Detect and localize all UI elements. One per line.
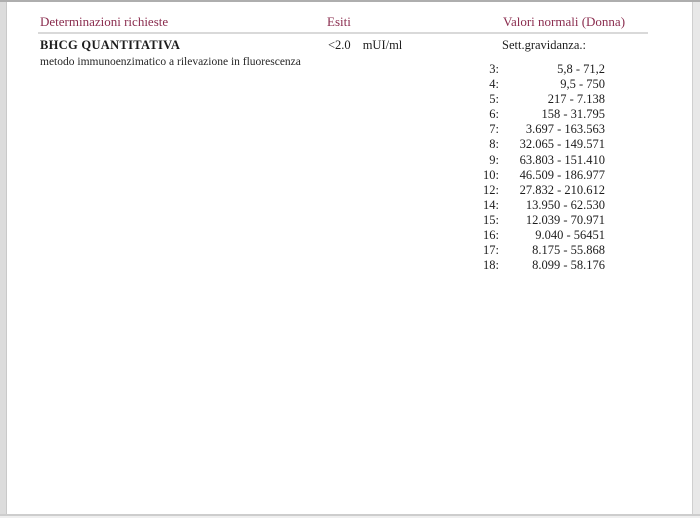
week-number: 3: xyxy=(489,62,499,76)
week-row xyxy=(440,92,610,107)
week-range: 217 - 7.138 xyxy=(547,92,605,107)
week-row xyxy=(440,77,610,92)
header-underline xyxy=(38,32,648,34)
week-range: 158 - 31.795 xyxy=(541,107,605,122)
week-row xyxy=(440,62,610,77)
column-header-normal-values: Valori normali (Donna) xyxy=(503,14,626,29)
week-number: 12: xyxy=(483,182,499,197)
week-range: 12.039 - 70.971 xyxy=(525,212,605,227)
test-result-unit: mUI/ml xyxy=(362,38,403,52)
test-result xyxy=(328,38,402,53)
week-number: 6: xyxy=(489,107,499,122)
week-range: 3.697 - 163.563 xyxy=(525,122,605,137)
week-number: 8: xyxy=(489,137,499,152)
week-row xyxy=(440,107,610,122)
week-number: 17: xyxy=(483,243,499,258)
week-range: 9.040 - 56451 xyxy=(535,228,605,243)
week-number: 15: xyxy=(483,212,499,227)
week-range: 8.099 - 58.176 xyxy=(532,258,605,273)
page-frame-right xyxy=(692,2,700,518)
week-row xyxy=(440,183,610,198)
week-row xyxy=(440,122,610,137)
week-row xyxy=(440,198,610,213)
week-number: 4: xyxy=(489,77,499,92)
gestation-weeks-label: Sett.gravidanza.: xyxy=(502,38,586,52)
week-row xyxy=(440,137,610,152)
test-name: BHCG QUANTITATIVA xyxy=(40,38,181,52)
page-frame-bottom xyxy=(0,514,700,518)
week-row xyxy=(440,213,610,228)
column-header-results: Esiti xyxy=(327,14,351,29)
week-range: 63.803 - 151.410 xyxy=(519,152,605,167)
page-frame-top xyxy=(0,0,700,2)
week-range: 5,8 - 71,2 xyxy=(557,62,605,76)
page-frame-left xyxy=(0,2,7,518)
test-result-value: <2.0 xyxy=(328,38,351,52)
week-number: 5: xyxy=(489,92,499,107)
week-row xyxy=(440,243,610,258)
week-number: 18: xyxy=(483,258,499,273)
column-header-determinations: Determinazioni richieste xyxy=(40,14,169,29)
week-row xyxy=(440,228,610,243)
week-range: 46.509 - 186.977 xyxy=(519,167,605,182)
week-row xyxy=(440,258,610,273)
week-range: 8.175 - 55.868 xyxy=(532,243,605,258)
week-range: 13.950 - 62.530 xyxy=(525,197,605,212)
week-number: 10: xyxy=(483,167,499,182)
week-number: 16: xyxy=(483,228,499,243)
week-row xyxy=(440,153,610,168)
gestation-weeks-table xyxy=(440,62,610,273)
week-number: 9: xyxy=(489,152,499,167)
week-range: 9,5 - 750 xyxy=(560,77,605,92)
week-number: 7: xyxy=(489,122,499,137)
week-range: 27.832 - 210.612 xyxy=(519,182,605,197)
week-row xyxy=(440,168,610,183)
week-range: 32.065 - 149.571 xyxy=(519,137,605,152)
week-number: 14: xyxy=(483,197,499,212)
test-method: metodo immunoenzimatico a rilevazione in fluorescenza xyxy=(40,56,301,68)
